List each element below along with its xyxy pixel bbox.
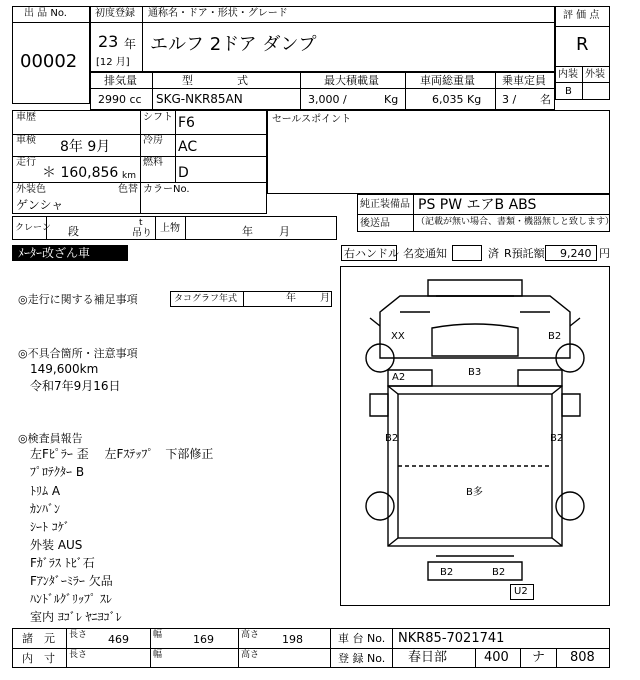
max-load-value: 3,000 / xyxy=(308,93,347,106)
deck-month: 月 xyxy=(279,225,290,238)
inspection-value: 8年 9月 xyxy=(60,139,111,155)
mileage-notes-heading: ◎走行に関する補足事項 xyxy=(18,293,138,306)
aftermarket-note: （記載が無い場合、書類・機器無しと致します） xyxy=(416,217,615,227)
interior-grade: B xyxy=(565,86,572,97)
tacho-label: タコグラフ年式 xyxy=(174,294,238,304)
gross-weight-label: 車両総重量 xyxy=(420,74,475,87)
length-label: 長さ xyxy=(69,630,88,640)
ac-value: AC xyxy=(178,139,198,155)
inspector-line: 左Fﾋﾟﾗｰ 歪 左Fｽﾃｯﾌﾟ 下部修正 xyxy=(30,447,214,461)
first-reg-label: 初度登録 xyxy=(95,8,135,19)
rating-value: R xyxy=(576,34,589,55)
model-value: SKG-NKR85AN xyxy=(156,92,243,106)
fuel-value: D xyxy=(178,165,189,181)
capacity-value: 3 / xyxy=(502,93,517,106)
inspector-line: ﾌﾟﾛﾃｸﾀｰ B xyxy=(30,465,85,479)
mileage-unit: km xyxy=(122,171,136,181)
max-load-unit: Kg xyxy=(384,93,399,106)
inner-dimensions-label: 内 寸 xyxy=(22,652,55,665)
crane-stage-unit: 段 xyxy=(68,225,79,238)
tacho-year: 年 xyxy=(286,293,296,304)
chassis-label: 車 台 No. xyxy=(338,632,386,645)
exterior-color-value: ゲンシャ xyxy=(16,198,64,212)
shift-value: F6 xyxy=(178,115,195,131)
inspector-heading: ◎検査員報告 xyxy=(18,432,83,445)
inspector-line: ｶﾝﾊﾞﾝ xyxy=(30,502,61,516)
inspector-line: 室内 ﾖｺﾞﾚ ﾔﾆﾖｺﾞﾚ xyxy=(30,610,122,624)
exterior-label: 外装 xyxy=(585,69,605,80)
capacity-label: 乗車定員 xyxy=(502,74,546,87)
sales-point-label: セールスポイント xyxy=(272,114,352,125)
displacement-value: 2990 cc xyxy=(98,93,142,106)
shift-label: シフト xyxy=(143,112,173,123)
width-value: 169 xyxy=(193,633,214,646)
recycle-unit: 円 xyxy=(599,247,610,260)
crane-label: クレーン xyxy=(15,223,51,233)
chassis-value: NKR85-7021741 xyxy=(398,631,505,646)
mark-xx: XX xyxy=(391,331,405,342)
mark-u2: U2 xyxy=(514,586,528,597)
right-hand-label: 右ハンドル xyxy=(344,247,399,260)
recycle-status: 済 xyxy=(488,247,499,260)
recycle-deposit-label: R預託額 xyxy=(504,247,545,260)
max-load-label: 最大積載量 xyxy=(324,74,379,87)
inspector-line: Fｶﾞﾗｽ ﾄﾋﾞ石 xyxy=(30,556,95,570)
reg-year: 23 xyxy=(98,32,119,51)
dimensions-label: 諸 元 xyxy=(22,632,55,645)
fuel-label: 燃料 xyxy=(143,157,163,168)
gross-weight-value: 6,035 Kg xyxy=(432,93,482,106)
inner-width-label: 幅 xyxy=(153,650,163,660)
capacity-unit: 名 xyxy=(540,93,551,106)
mark-b2-rear-right: B2 xyxy=(492,567,506,578)
tacho-month: 月 xyxy=(320,293,330,304)
mark-b3: B3 xyxy=(468,367,482,378)
registration-area: 春日部 xyxy=(408,650,448,665)
inspector-line: Fｱﾝﾀﾞｰﾐﾗｰ 欠品 xyxy=(30,574,113,588)
mark-b2-right: B2 xyxy=(550,433,564,444)
registration-class: 400 xyxy=(484,650,509,665)
height-value: 198 xyxy=(282,633,303,646)
car-name: エルフ 2ドア ダンプ xyxy=(150,34,317,55)
history-label: 車歴 xyxy=(16,112,36,123)
standard-equipment-value: PS PW エアB ABS xyxy=(418,197,537,213)
registration-number: 808 xyxy=(570,650,595,665)
ac-label: 冷房 xyxy=(143,135,163,146)
aftermarket-label: 後送品 xyxy=(360,218,390,229)
inspector-line: ﾄﾘﾑ A xyxy=(30,484,61,498)
mark-b2-left: B2 xyxy=(385,433,399,444)
defect-heading: ◎不具合箇所・注意事項 xyxy=(18,347,138,360)
name-change-label: 名変通知 xyxy=(403,247,447,260)
lot-label: 出 品 No. xyxy=(24,8,67,19)
inspector-line: 外装 AUS xyxy=(30,538,83,552)
mark-b2-front-right: B2 xyxy=(548,331,562,342)
reg-month: [12 月] xyxy=(96,57,130,68)
inspector-line: ｼｰﾄ ｺｹﾞ xyxy=(30,520,70,534)
mark-a2: A2 xyxy=(392,372,406,383)
inspection-label: 車検 xyxy=(16,135,36,146)
color-no-label: カラーNo. xyxy=(143,184,190,195)
registration-label: 登 録 No. xyxy=(338,652,386,665)
defect-line: 令和7年9月16日 xyxy=(30,379,121,393)
length-value: 469 xyxy=(108,633,129,646)
lot-number: 00002 xyxy=(20,51,78,72)
displacement-label: 排気量 xyxy=(104,74,137,87)
standard-equipment-label: 純正装備品 xyxy=(360,199,410,210)
crane-ton: t xyxy=(139,218,143,228)
exterior-color-label: 外装色 xyxy=(16,184,46,195)
registration-kana: ナ xyxy=(532,650,546,665)
car-name-label: 通称名・ドア・形状・グレード xyxy=(148,8,288,19)
mark-b2-rear-left: B2 xyxy=(440,567,454,578)
mileage-label: 走行 xyxy=(16,157,36,168)
height-label: 高さ xyxy=(241,630,260,640)
inner-height-label: 高さ xyxy=(241,650,260,660)
meter-tampered-banner: ﾒｰﾀｰ改ざん車 xyxy=(12,245,128,261)
inspector-line: ﾊﾝﾄﾞﾙｸﾞﾘｯﾌﾟ ｽﾚ xyxy=(30,592,112,606)
recycle-deposit-value: 9,240 xyxy=(560,247,592,260)
name-change-box xyxy=(452,245,482,261)
truck-outline xyxy=(340,266,610,606)
deck-label: 上物 xyxy=(160,223,180,234)
model-label: 型 式 xyxy=(182,74,248,87)
defect-line: 149,600km xyxy=(30,362,99,376)
inner-length-label: 長さ xyxy=(69,650,88,660)
reg-year-unit: 年 xyxy=(124,37,137,51)
crane-lift: 吊り xyxy=(132,228,152,239)
interior-label: 内装 xyxy=(558,69,578,80)
rating-label: 評 価 点 xyxy=(563,10,600,21)
color-change-label: 色替 xyxy=(118,184,138,195)
mileage-value: ＊ 160,856 xyxy=(42,165,119,181)
deck-year: 年 xyxy=(242,225,253,238)
width-label: 幅 xyxy=(153,630,163,640)
mark-b-many: B多 xyxy=(466,487,483,498)
